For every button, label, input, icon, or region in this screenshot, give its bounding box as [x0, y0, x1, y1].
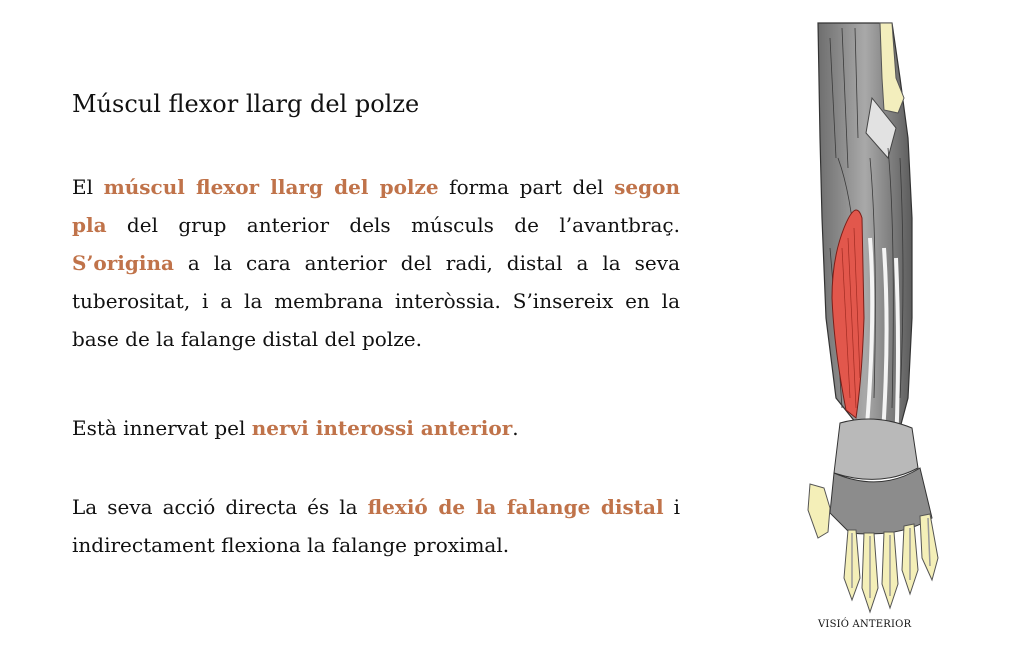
page-title: Múscul flexor llarg del polze [72, 90, 420, 118]
paragraph-text: a la cara anterior del radi, distal a la seva tuberositat, i a la membrana interòssia. S’insereix en la base de la falange distal del polze. [72, 251, 680, 351]
paragraph-text: Està innervat pel [72, 416, 252, 440]
paragraph-text: El [72, 175, 104, 199]
link-anterior-interosseous-nerve[interactable]: nervi interossi anterior [251, 416, 513, 440]
paragraph-text: forma part del [438, 175, 615, 199]
link-muscle-name[interactable]: múscul flexor llarg del polze [103, 175, 439, 199]
paragraph-action [72, 488, 680, 564]
paragraph-description [72, 168, 680, 358]
link-second-layer[interactable]: segon pla [72, 175, 680, 237]
link-distal-phalanx-flexion[interactable]: flexió de la falange distal [367, 495, 664, 519]
paragraph-innervation [72, 409, 680, 447]
paragraph-text: La seva acció directa és la [72, 495, 368, 519]
paragraph-text: . [512, 416, 519, 440]
paragraph-text: del grup anterior dels músculs de l’avantbraç. [106, 213, 680, 237]
illustration-caption: VISIÓ ANTERIOR [818, 619, 912, 630]
paragraph-text: i indirectament flexiona la falange proximal. [72, 495, 681, 557]
link-origin[interactable]: S’origina [72, 251, 174, 275]
forearm-anatomy-illustration [800, 18, 950, 618]
